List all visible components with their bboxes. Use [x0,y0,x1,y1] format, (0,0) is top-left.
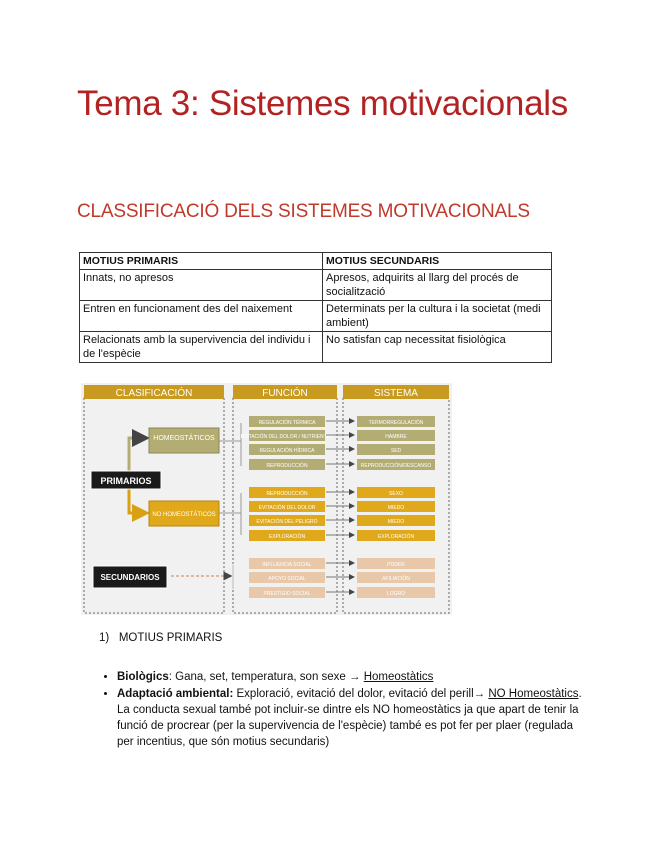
header-label: CLASIFICACIÓN [115,388,193,399]
system-label: REPRODUCCIÓN/DESCANSO [360,463,432,469]
system-nohomeo-group [357,487,435,541]
system-label: SEXO [389,491,403,497]
table-cell: Entren en funcionament des del naixement [80,301,323,332]
function-label: EXPLORACIÓN [268,534,306,540]
system-label: PODER [387,562,405,568]
classification-diagram [81,383,452,615]
function-homeo-group [241,416,334,470]
system-label: LOGRO [386,591,406,597]
header-label: FUNCIÓN [262,388,308,399]
function-label: INFLUENCIA SOCIAL [262,562,312,568]
primarios-label: PRIMARIOS [100,476,152,486]
system-label: SED [390,448,402,454]
table-header-row [80,253,552,270]
comparison-table [79,252,552,363]
function-sec-group [249,558,325,598]
table-row [80,332,552,363]
function-label: EVITACIÓN DEL DOLOR / NUTRIENTES [240,434,334,440]
table-row [80,301,552,332]
section-label: MOTIUS PRIMARIS [118,632,223,644]
function-label: EVITACIÓN DEL PELIGRO [256,519,318,525]
system-label: EXPLORACIÓN [377,534,415,540]
section-subtitle: CLASSIFICACIÓ DELS SISTEMES MOTIVACIONALS [77,201,530,222]
function-label: REPRODUCCIÓN [266,491,308,497]
function-label: APOYO SOCIAL [268,576,306,582]
table-header: MOTIUS PRIMARIS [80,253,323,270]
page-title: Tema 3: Sistemes motivacionals [77,84,568,123]
bullet-text: : Gana, set, temperatura, son sexe → [168,671,364,683]
secundarios-label: SECUNDARIOS [100,573,160,582]
table-header: MOTIUS SECUNDARIS [323,253,552,270]
system-label: TERMORREGULACIÓN [368,420,424,426]
bullet-list [93,669,587,751]
section-heading [99,632,222,644]
system-sec-group [357,558,435,598]
system-homeo-group [357,416,435,470]
function-label: REGULACIÓN TÉRMICA [258,420,316,426]
non-homeostatic-label: NO HOMEOSTÁTICOS [152,512,216,518]
function-label: REPRODUCCIÓN [266,463,308,469]
system-label: HAMBRE [385,434,407,440]
homeostatic-label: HOMEOSTÁTICOS [153,435,215,442]
function-label: PRESTIGIO SOCIAL [263,591,311,597]
bullet-text: Exploració, evitació del dolor, evitació del perill→ [233,688,489,700]
section-number: 1) [99,632,110,644]
table-cell: No satisfan cap necessitat fisiològica [323,332,552,363]
bullet-term: Adaptació ambiental: [117,688,234,700]
function-label: REGULACIÓN HÍDRICA [259,448,315,454]
table-cell: Determinats per la cultura i la societat (medi ambient) [323,301,552,332]
function-nohomeo-group [249,487,325,541]
system-label: AFILIACIÓN [382,576,410,582]
bullet-term: Biològics [117,671,169,683]
table-cell: Relacionats amb la supervivencia del individu i de l'espècie [80,332,323,363]
table-cell: Innats, no apresos [80,270,323,301]
bullet-link: Homeostàtics [363,671,434,683]
system-label: MIEDO [387,519,405,525]
table-cell: Apresos, adquirits al llarg del procés de socialització [323,270,552,301]
table-row [80,270,552,301]
system-label: MIEDO [387,505,405,511]
bullet-rest: . La conducta sexual també pot incluir-se dintre els NO homeostàtics ja que apart de tenir la funció de procrear (per la supervivencia de l'espècie) també es pot fer per plaer (regulada per incentius, que són motius secundaris) [117,688,582,748]
list-item [117,669,587,685]
list-item [117,686,587,750]
function-label: EVITACIÓN DEL DOLOR [258,505,316,511]
header-label: SISTEMA [374,388,418,399]
bullet-link: NO Homeostàtics [488,688,579,700]
